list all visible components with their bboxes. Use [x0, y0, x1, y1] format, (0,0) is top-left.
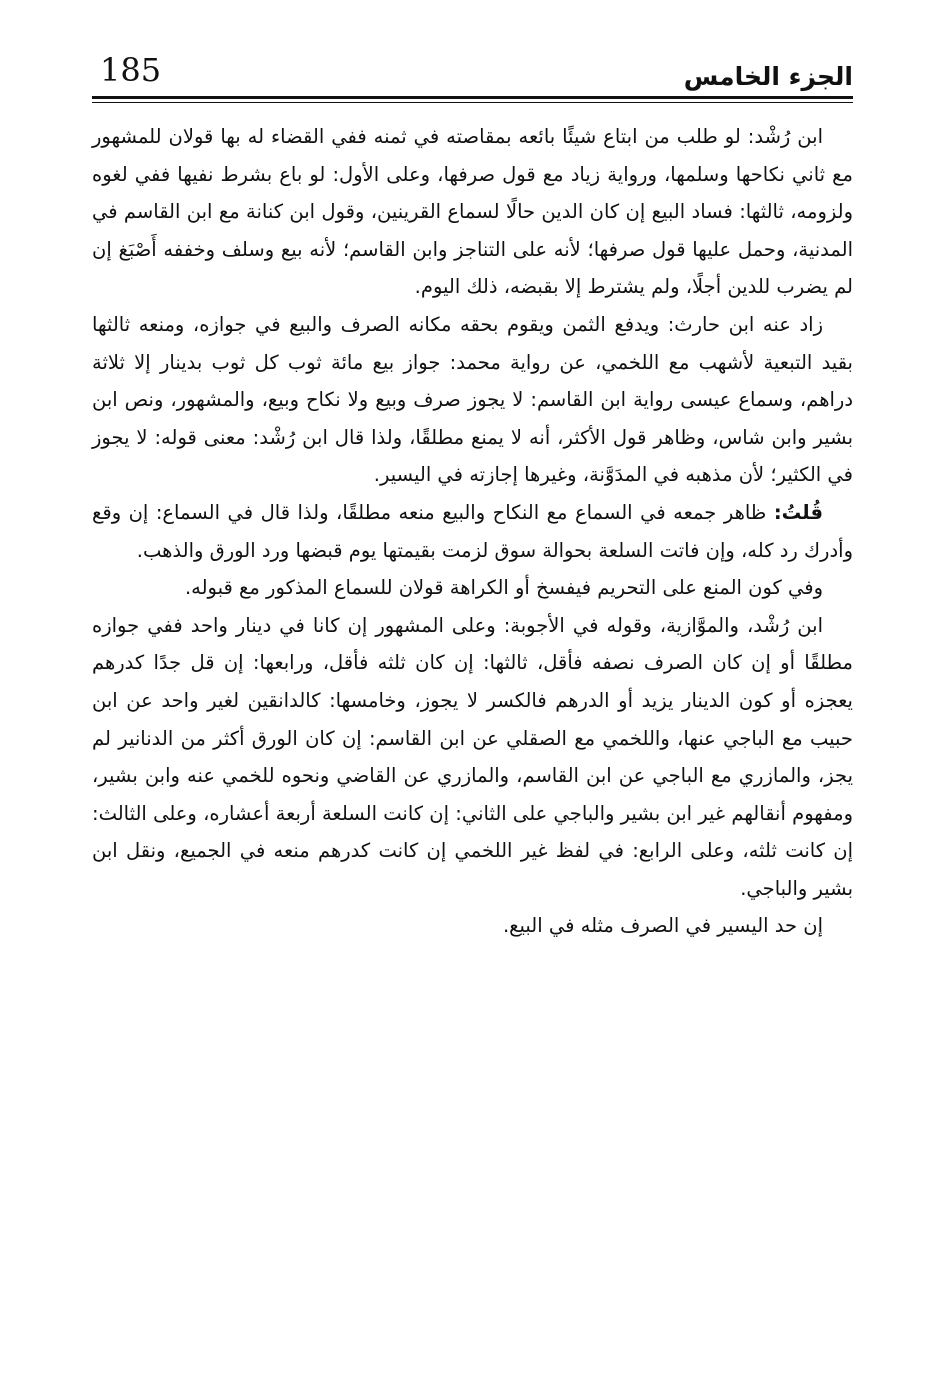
- paragraph-2: [92, 306, 853, 494]
- header-rule-thick: [92, 96, 853, 99]
- paragraph-3-text: ظاهر جمعه في السماع مع النكاح والبيع منعه مطلقًا، ولذا قال في السماع: إن وقع وأدرك رد كله، وإن فاتت السلعة بحوالة سوق لزمت بقيمتها يوم قبضها ورد الورق والذهب.: [92, 500, 853, 562]
- paragraph-1-text: ابن رُشْد: لو طلب من ابتاع شيئًا بائعه بمقاصته في ثمنه ففي القضاء له بها قولان للمشهور مع ثاني نكاحها وسلمها، ورواية زياد مع قول صرفها، وعلى الأول: لو باع بشرط نفيها ففي لغوه ولزومه، ثالثها: فساد البيع إن كان الدين حالًا لسماع القرينين، وقول ابن كنانة مع ابن القاسم في المدنية، وحمل عليها قول صرفها؛ لأنه على التناجز وابن القاسم؛ لأنه بيع وسلف وخففه أَصْبَغ إن لم يضرب للدين أجلًا، ولم يشترط إلا بقبضه، ذلك اليوم.: [92, 125, 853, 299]
- paragraph-3-lead: قُلتُ:: [773, 500, 823, 524]
- paragraph-1: [92, 118, 853, 306]
- header-rule-thin: [92, 102, 853, 103]
- paragraph-4: [92, 569, 853, 607]
- page-number: 185: [100, 51, 162, 89]
- running-title: الجزء الخامس: [683, 62, 853, 91]
- paragraph-5: [92, 607, 853, 908]
- paragraph-2-text: زاد عنه ابن حارث: ويدفع الثمن ويقوم بحقه مكانه الصرف والبيع في جوازه، ومنعه ثالثها بقيد التبعية لأشهب مع اللخمي، عن رواية محمد: جواز بيع مائة ثوب كل ثوب بدينار إلا ثلاثة دراهم، وسماع عيسى رواية ابن القاسم: لا يجوز صرف وبيع ولا نكاح وبيع، والمشهور، ونص ابن بشير وابن شاس، وظاهر قول الأكثر، أنه لا يمنع مطلقًا، ولذا قال ابن رُشْد: معنى قوله: لا يجوز في الكثير؛ لأن مذهبه في المدَوَّنة، وغيرها إجازته في اليسير.: [92, 312, 853, 487]
- paragraph-3: [92, 494, 853, 569]
- body-text: [92, 118, 853, 945]
- paragraph-4-text: وفي كون المنع على التحريم فيفسخ أو الكراهة قولان للسماع المذكور مع قبوله.: [184, 576, 823, 600]
- paragraph-5-text: ابن رُشْد، والموَّازية، وقوله في الأجوبة: وعلى المشهور إن كانا في دينار واحد ففي جوازه مطلقًا أو إن كان الصرف نصفه فأقل، ثالثها: إن كان ثلثه فأقل، ورابعها: إن قل جدًا كدرهم يعجزه أو كون الدينار يزيد أو الدرهم فالكسر لا يجوز، وخامسها: كالدانقين لغير واحد عن ابن حبيب مع الباجي عنها، واللخمي مع الصقلي عن ابن القاسم: إن كان الورق أكثر من الدنانير لم يجز، والمازري مع الباجي عن ابن القاسم، والمازري عن القاضي ونحوه للخمي عنه وابن بشير، ومفهوم أنقالهم غير ابن بشير والباجي على الثاني: إن كانت السلعة أربعة أعشاره، وعلى الثالث: إن كانت ثلثه، وعلى الرابع: في لفظ غير اللخمي إن كانت كدرهم منعه في الجميع، ونقل ابن بشير والباجي.: [92, 613, 853, 900]
- paragraph-6-text: إن حد اليسير في الصرف مثله في البيع.: [502, 914, 823, 938]
- paragraph-6: [92, 907, 853, 945]
- page-header: [92, 48, 853, 98]
